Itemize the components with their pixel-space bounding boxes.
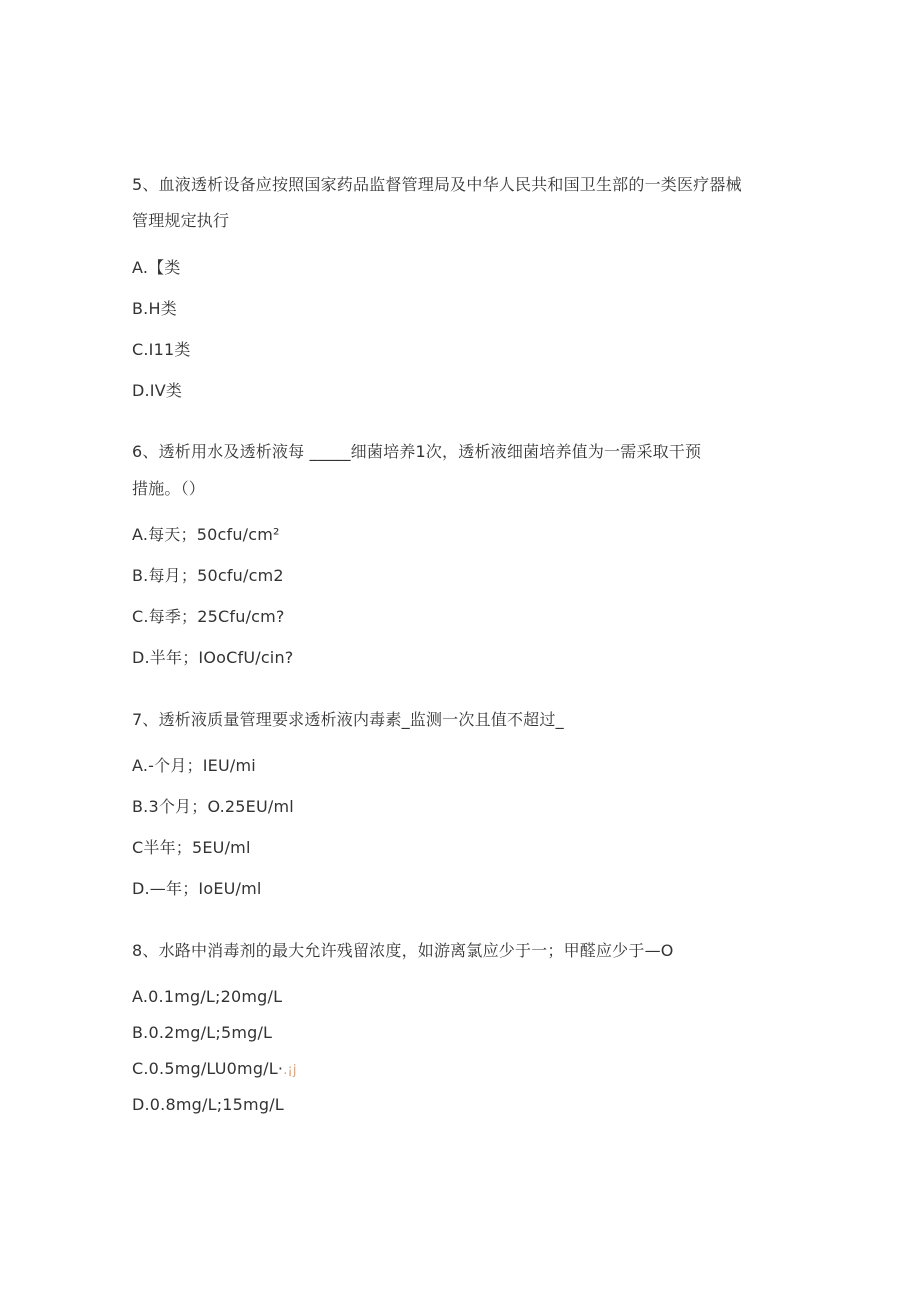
question-5-option-a: A.【类 [132, 258, 181, 277]
question-5-option-b: B.H类 [132, 299, 177, 318]
question-8-option-b: B.0.2mg/L;5mg/L [132, 1023, 273, 1042]
question-8-stem-line-1: 8、水路中消毒剂的最大允许残留浓度，如游离氯应少于一；甲醛应少于—O [132, 941, 674, 960]
question-5-stem-line-1: 5、血液透析设备应按照国家药品监督管理局及中华人民共和国卫生部的一类医疗器械 [132, 175, 742, 194]
question-5-option-c: C.I11类 [132, 340, 191, 359]
question-7-stem-line-1: 7、透析液质量管理要求透析液内毒素_监测一次且值不超过_ [132, 710, 564, 729]
question-8-option-d: D.0.8mg/L;15mg∕L [132, 1095, 284, 1114]
question-6-option-a: A.每天；50cfu∕cm² [132, 525, 280, 544]
question-6-option-d: D.半年；IOoCfU/cin? [132, 648, 294, 667]
question-6-stem-line-2: 措施。（） [132, 479, 206, 498]
question-5-stem-line-2: 管理规定执行 [132, 211, 230, 230]
question-7-option-d: D.—年；IoEU/ml [132, 879, 262, 898]
question-6-stem-line-1: 6、透析用水及透析液每 _____细菌培养1次，透析液细菌培养值为一需采取干预 [132, 442, 702, 461]
question-7-option-a: A.-个月；IEU∕mi [132, 756, 256, 775]
question-8-option-c-text: C.0.5mg∕LU0mg∕L· [132, 1059, 284, 1078]
question-8-option-c [132, 1059, 297, 1081]
question-6-option-b: B.每月；50cfu∕cm2 [132, 566, 284, 585]
question-7-option-c: C半年；5EU∕ml [132, 838, 251, 857]
question-7-option-b: B.3个月；O.25EU∕ml [132, 797, 294, 816]
question-6-option-c: C.每季；25Cfu/cm? [132, 607, 285, 626]
question-8-option-a: A.0.1mg/L;20mg∕L [132, 987, 283, 1006]
question-5-option-d: D.IV类 [132, 381, 183, 400]
question-8-option-c-tail-mark: .¡j [283, 1063, 297, 1078]
